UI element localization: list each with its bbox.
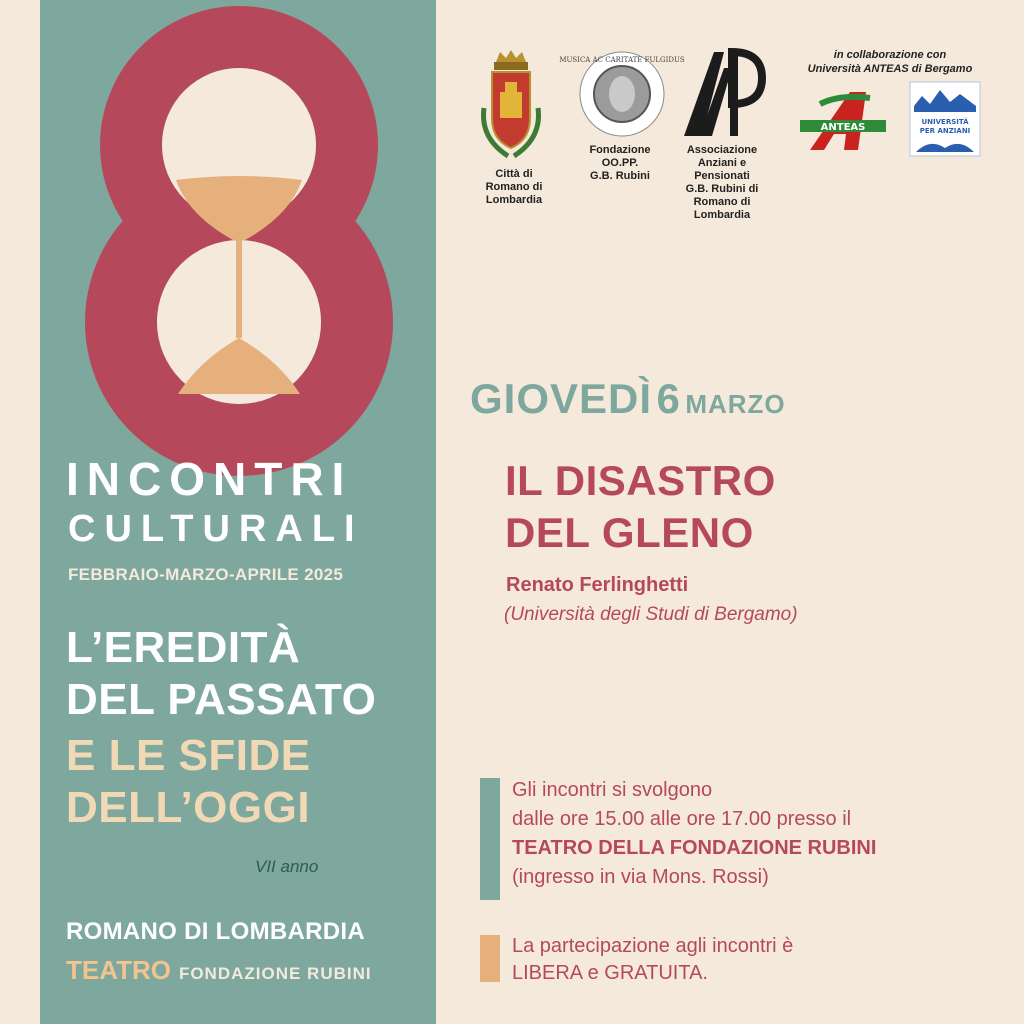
event-weekday: GIOVEDÌ (470, 375, 653, 422)
participation-info (512, 933, 793, 987)
foundation-logo-caption (574, 144, 666, 183)
foundation-cap-1: Fondazione (589, 144, 651, 156)
season-dates (68, 565, 343, 585)
cycle-title-white (66, 622, 376, 726)
info-line6: LIBERA e GRATUITA. (512, 962, 708, 984)
schedule-info (512, 776, 876, 892)
event-month: MARZO (685, 389, 786, 419)
collaboration-text (800, 48, 980, 76)
speaker-affiliation: (Università degli Studi di Bergamo) (504, 604, 798, 625)
event-day: 6 (656, 375, 681, 422)
uni-label-2: PER ANZIANI (919, 127, 971, 135)
info-line4: (ingresso in via Mons. Rossi) (512, 866, 769, 888)
series-title-line2: CULTURALI (68, 508, 364, 550)
foundation-cap-3: G.B. Rubini (590, 170, 650, 182)
series-title-line1: INCONTRI (66, 453, 353, 505)
info-line2: dalle ore 15.00 alle ore 17.00 presso il (512, 808, 852, 830)
city-name: ROMANO DI LOMBARDIA (66, 918, 366, 945)
anteas-logo-icon (800, 84, 886, 154)
association-logo-icon (680, 48, 766, 140)
event-date (470, 375, 786, 423)
venue-name (66, 955, 372, 986)
foundation-medal-icon (559, 50, 685, 138)
assoc-cap-6: Lombardia (693, 209, 751, 221)
info-line3: TEATRO DELLA FONDAZIONE RUBINI (512, 837, 877, 859)
edition-label: VII anno (255, 857, 319, 876)
uni-label-1: UNIVERSITÀ (921, 118, 969, 126)
months-text: FEBBRAIO-MARZO-APRILE (68, 565, 300, 584)
assoc-cap-2: Anziani e (697, 157, 747, 169)
collab-line2: Università ANTEAS di Bergamo (807, 63, 973, 75)
venue-rest: FONDAZIONE RUBINI (178, 964, 372, 983)
info-line1: Gli incontri si svolgono (512, 779, 713, 801)
cycle-line3: E LE SFIDE (66, 731, 311, 780)
city-crest-icon (478, 48, 544, 166)
city-cap-3: Lombardia (485, 194, 543, 206)
anteas-label: ANTEAS (820, 122, 866, 133)
cycle-title-cream (66, 730, 311, 834)
assoc-cap-1: Associazione (686, 144, 758, 156)
cycle-line1: L’EREDITÀ (66, 623, 301, 672)
cycle-line4: DELL’OGGI (66, 783, 311, 832)
speaker-name: Renato Ferlinghetti (506, 574, 689, 596)
event-title-line2: DEL GLENO (505, 509, 754, 556)
collab-line1: in collaborazione con (833, 49, 947, 61)
participation-accent-bar (480, 935, 500, 982)
foundation-cap-2: OO.PP. (601, 157, 639, 169)
city-cap-1: Città di (495, 168, 533, 180)
event-title (505, 455, 776, 559)
assoc-cap-5: Romano di (693, 196, 751, 208)
info-accent-bar (480, 778, 500, 900)
info-line5: La partecipazione agli incontri è (512, 935, 794, 957)
event-title-line1: IL DISASTRO (505, 457, 776, 504)
city-logo-caption (474, 168, 554, 207)
venue-word: TEATRO (66, 955, 171, 985)
association-logo-caption (672, 144, 772, 222)
year-text: 2025 (304, 565, 344, 584)
medal-text: MUSICA AC CARITATE FULGIDUS (559, 56, 685, 64)
assoc-cap-4: G.B. Rubini di (685, 183, 759, 195)
assoc-cap-3: Pensionati (694, 170, 750, 182)
city-cap-2: Romano di (485, 181, 543, 193)
universita-anziani-logo-icon (910, 82, 980, 156)
cycle-line2: DEL PASSATO (66, 675, 377, 724)
